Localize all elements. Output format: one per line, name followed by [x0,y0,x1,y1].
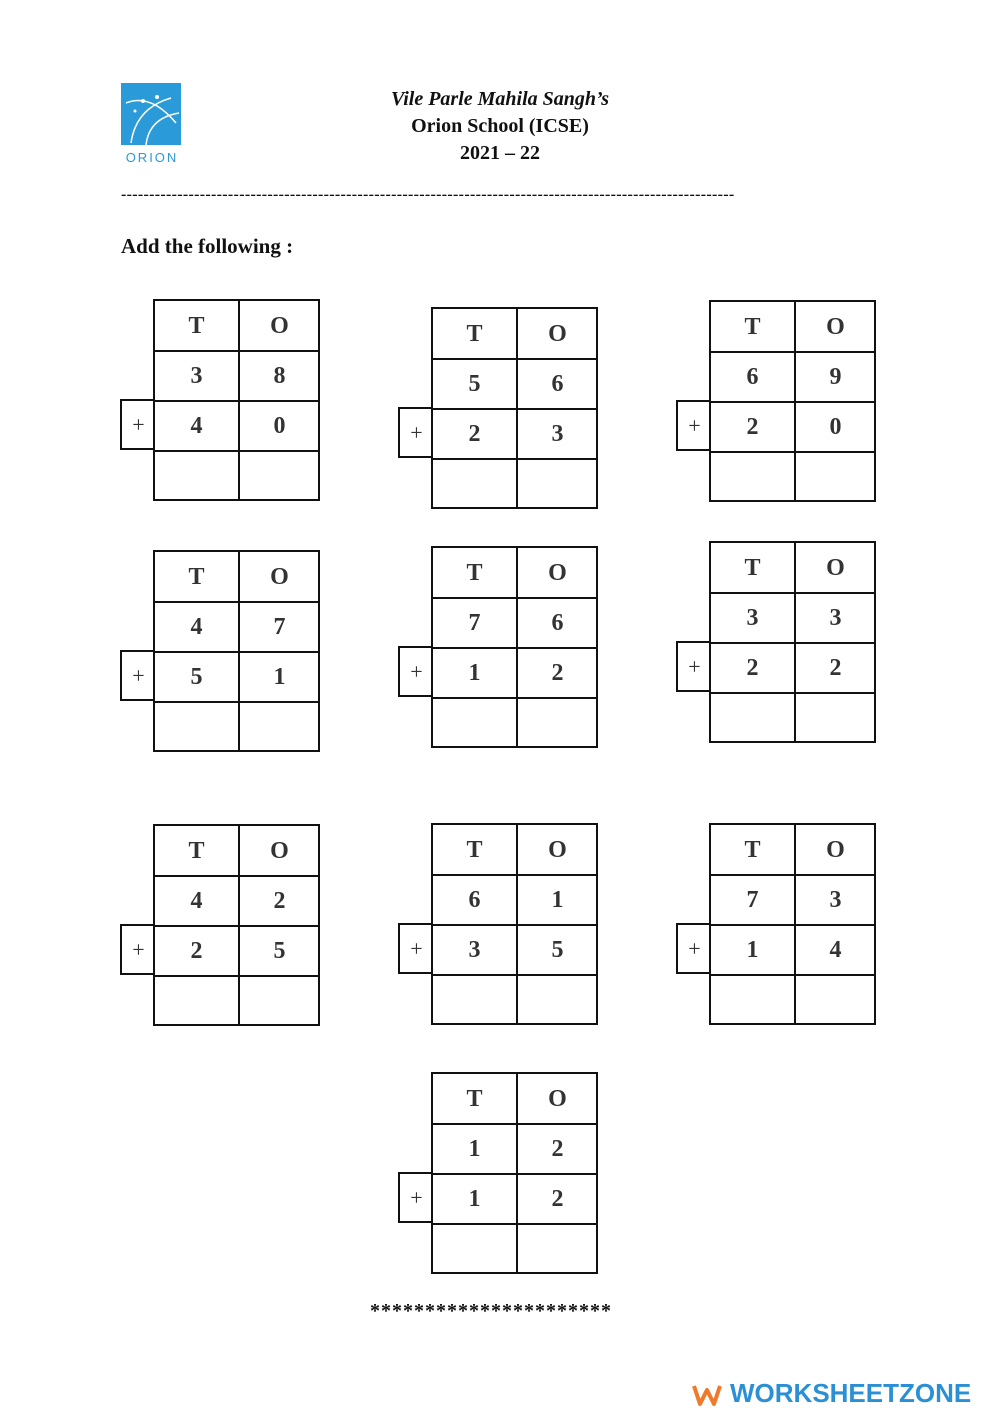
academic-year: 2021 – 22 [460,142,540,164]
answer-tens-box[interactable] [155,702,238,752]
answer-ones-box[interactable] [516,1224,599,1274]
plus-sign: + [398,1172,433,1223]
ones-header: O [270,563,289,590]
ones-header: O [270,837,289,864]
tens-header: T [466,559,483,586]
second-addend-ones: 1 [273,663,286,690]
second-addend-tens: 2 [746,413,759,440]
answer-tens-box[interactable] [433,698,516,748]
instruction-text: Add the following : [121,234,294,258]
place-value-grid [431,307,598,509]
first-addend-ones: 1 [551,886,564,913]
second-addend-ones: 4 [829,936,842,963]
plus-sign: + [676,641,711,692]
place-value-grid [153,299,320,501]
plus-sign: + [398,407,433,458]
tens-header: T [466,1085,483,1112]
divider-line: ------------------------------------------------------------------------------------------------------------- [121,186,735,200]
first-addend-tens: 3 [190,362,203,389]
second-addend-ones: 2 [551,659,564,686]
second-addend-ones: 5 [551,936,564,963]
school-name: Orion School (ICSE) [411,115,589,137]
first-addend-tens: 5 [468,370,481,397]
answer-tens-box[interactable] [711,975,794,1025]
first-addend-tens: 4 [190,887,203,914]
plus-sign: + [120,924,155,975]
second-addend-tens: 2 [746,654,759,681]
first-addend-ones: 6 [551,609,564,636]
ones-header: O [548,1085,567,1112]
first-addend-tens: 6 [468,886,481,913]
tens-header: T [188,563,205,590]
second-addend-tens: 1 [746,936,759,963]
tens-header: T [744,836,761,863]
answer-tens-box[interactable] [155,976,238,1026]
place-value-grid [431,823,598,1025]
first-addend-tens: 7 [746,886,759,913]
place-value-grid [709,300,876,502]
organization-name: Vile Parle Mahila Sangh’s [390,88,609,110]
plus-sign: + [676,400,711,451]
second-addend-ones: 0 [829,413,842,440]
answer-tens-box[interactable] [433,1224,516,1274]
first-addend-tens: 1 [468,1135,481,1162]
ones-header: O [548,559,567,586]
plus-sign: + [120,650,155,701]
answer-ones-box[interactable] [238,451,321,501]
first-addend-ones: 3 [829,604,842,631]
first-addend-tens: 7 [468,609,481,636]
second-addend-ones: 3 [551,420,564,447]
footer-stars: ********************** [370,1300,612,1322]
place-value-grid [709,823,876,1025]
tens-header: T [466,836,483,863]
ones-header: O [826,836,845,863]
plus-sign: + [398,646,433,697]
ones-header: O [826,554,845,581]
answer-tens-box[interactable] [433,459,516,509]
school-header [330,86,670,167]
plus-sign: + [398,923,433,974]
place-value-grid [709,541,876,743]
second-addend-tens: 3 [468,936,481,963]
second-addend-tens: 5 [190,663,203,690]
second-addend-ones: 0 [273,412,286,439]
first-addend-ones: 6 [551,370,564,397]
first-addend-ones: 9 [829,363,842,390]
answer-ones-box[interactable] [516,698,599,748]
tens-header: T [744,554,761,581]
second-addend-ones: 2 [829,654,842,681]
second-addend-tens: 4 [190,412,203,439]
answer-tens-box[interactable] [711,693,794,743]
place-value-grid [431,546,598,748]
first-addend-ones: 3 [829,886,842,913]
watermark-text: WORKSHEETZONE [730,1378,972,1408]
answer-ones-box[interactable] [516,975,599,1025]
second-addend-ones: 5 [273,937,286,964]
first-addend-ones: 2 [273,887,286,914]
first-addend-tens: 4 [190,613,203,640]
first-addend-tens: 6 [746,363,759,390]
orion-logo [121,83,181,145]
first-addend-ones: 2 [551,1135,564,1162]
answer-ones-box[interactable] [516,459,599,509]
worksheetzone-logo-icon [692,1382,722,1408]
answer-tens-box[interactable] [711,452,794,502]
logo-text: ORION [125,150,179,165]
answer-ones-box[interactable] [238,976,321,1026]
answer-tens-box[interactable] [155,451,238,501]
tens-header: T [466,320,483,347]
second-addend-ones: 2 [551,1185,564,1212]
plus-sign: + [676,923,711,974]
ones-header: O [548,320,567,347]
answer-ones-box[interactable] [794,452,877,502]
plus-sign: + [120,399,155,450]
second-addend-tens: 2 [468,420,481,447]
ones-header: O [548,836,567,863]
answer-tens-box[interactable] [433,975,516,1025]
first-addend-tens: 3 [746,604,759,631]
tens-header: T [188,312,205,339]
place-value-grid [153,550,320,752]
second-addend-tens: 1 [468,659,481,686]
first-addend-ones: 7 [273,613,286,640]
first-addend-ones: 8 [273,362,286,389]
place-value-grid [431,1072,598,1274]
second-addend-tens: 1 [468,1185,481,1212]
ones-header: O [270,312,289,339]
answer-ones-box[interactable] [238,702,321,752]
answer-ones-box[interactable] [794,975,877,1025]
place-value-grid [153,824,320,1026]
worksheetzone-watermark [692,1378,971,1409]
tens-header: T [744,313,761,340]
answer-ones-box[interactable] [794,693,877,743]
tens-header: T [188,837,205,864]
second-addend-tens: 2 [190,937,203,964]
ones-header: O [826,313,845,340]
